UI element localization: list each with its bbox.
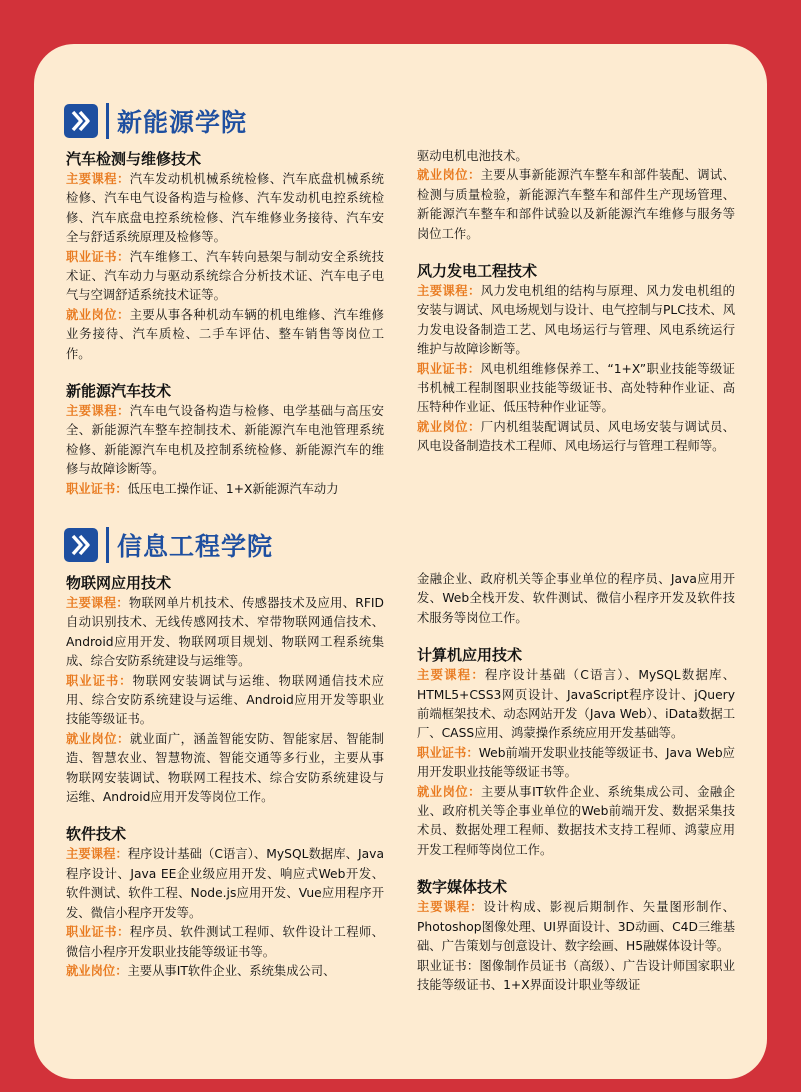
program-detail xyxy=(66,306,384,364)
detail-text: 程序员、软件测试工程师、软件设计工程师、微信小程序开发职业技能等级证书等。 xyxy=(66,925,384,959)
program-detail xyxy=(66,923,384,962)
program-detail xyxy=(417,570,735,628)
detail-text: 设计构成、影视后期制作、矢量图形制作、Photoshop图像处理、UI界面设计、3D动画、C4D三维基础、广告策划与创意设计、数字绘画、H5融媒体设计等。 xyxy=(417,900,735,954)
detail-text: 金融企业、政府机关等企事业单位的程序员、Java应用开发、Web全栈开发、软件测试、微信小程序开发及软件技术服务等岗位工作。 xyxy=(417,572,735,625)
section-info-eng-left-column xyxy=(66,572,384,981)
program-detail xyxy=(417,418,735,457)
chevron-right-icon xyxy=(64,528,98,562)
program-detail xyxy=(417,666,735,744)
chevron-right-icon xyxy=(64,104,98,138)
divider xyxy=(106,527,109,563)
spacer xyxy=(417,628,735,644)
program-detail xyxy=(417,360,735,418)
detail-label: 主要课程： xyxy=(66,596,129,610)
program-detail xyxy=(66,170,384,248)
section-title: 信息工程学院 xyxy=(117,532,274,561)
detail-text: 程序设计基础（C语言）、MySQL数据库、Java程序设计、Java EE企业级应用开发、响应式Web开发、软件测试、软件工程、Node.js应用开发、Vue应用程序开发、微信小程序开发等。 xyxy=(66,847,384,920)
detail-text: 物联网单片机技术、传感器技术及应用、RFID自动识别技术、无线传感网技术、窄带物联网通信技术、Android应用开发、物联网项目规划、物联网工程系统集成、综合安防系统建设与运维等。 xyxy=(66,596,384,669)
section-new-energy-left-column xyxy=(66,148,384,499)
detail-text: 驱动电机电池技术。 xyxy=(417,149,528,163)
program-title: 数字媒体技术 xyxy=(417,878,508,897)
detail-text: 厂内机组装配调试员、风电场安装与调试员、风电设备制造技术工程师、风电场运行与管理工程师等。 xyxy=(417,419,735,454)
program-detail xyxy=(66,594,384,672)
program-detail xyxy=(66,402,384,480)
detail-label: 主要课程： xyxy=(417,900,484,915)
detail-label: 主要课程： xyxy=(66,404,130,419)
program-detail xyxy=(66,248,384,306)
content-card xyxy=(34,44,767,1079)
program-title: 计算机应用技术 xyxy=(417,646,523,665)
program-detail xyxy=(66,730,384,808)
detail-label: 主要课程： xyxy=(417,668,486,683)
program-detail xyxy=(417,783,735,861)
detail-text: 汽车电气设备构造与检修、电学基础与高压安全、新能源汽车整车控制技术、新能源汽车电池管理系统检修、新能源汽车电机及控制系统检修、新能源汽车的维修与故障诊断等。 xyxy=(66,404,384,477)
program-detail xyxy=(417,166,735,244)
spacer xyxy=(417,860,735,876)
detail-text: 程序设计基础（C语言）、MySQL数据库、HTML5+CSS3网页设计、JavaScript程序设计、jQuery前端框架技术、动态网站开发（Java Web）、iData数据工厂、CASS应用、鸿蒙操作系统应用开发基础等。 xyxy=(417,668,735,741)
program-detail xyxy=(66,962,384,981)
detail-text: 汽车维修工、汽车转向悬架与制动安全系统技术证、汽车动力与驱动系统综合分析技术证、汽车电子电气与空调舒适系统技术证等。 xyxy=(66,249,384,303)
detail-text: 汽车发动机机械系统检修、汽车底盘机械系统检修、汽车电气设备构造与检修、汽车发动机电控系统检修、汽车底盘电控系统检修、汽车维修业务接待、汽车安全与舒适系统原理及检修等。 xyxy=(66,172,384,245)
detail-label: 主要课程： xyxy=(66,847,128,862)
detail-label: 主要课程： xyxy=(417,284,481,299)
detail-label: 职业证书： xyxy=(66,481,128,496)
detail-text: 图像制作员证书（高级）、广告设计师国家职业技能等级证书、1+X界面设计职业等级证 xyxy=(417,958,735,992)
program-detail xyxy=(417,898,735,956)
program-detail xyxy=(417,282,735,360)
program-detail xyxy=(66,480,384,499)
detail-text: 风力发电机组的结构与原理、风力发电机组的安装与调试、风电场规划与设计、电气控制与PLC技术、风力发电设备制造工艺、风电场运行与管理、风电系统运行维护与故障诊断等。 xyxy=(417,284,735,357)
program-detail xyxy=(66,845,384,923)
detail-label: 就业岗位： xyxy=(66,963,128,978)
section-header-info-eng xyxy=(64,523,273,567)
detail-text: 主要从事各种机动车辆的机电维修、汽车维修业务接待、汽车质检、二手车评估、整车销售等岗位工作。 xyxy=(66,307,384,361)
detail-text: 低压电工操作证、1+X新能源汽车动力 xyxy=(127,481,339,496)
detail-text: 物联网安装调试与运维、物联网通信技术应用、综合安防系统建设与运维、Android应用开发等职业技能等级证书。 xyxy=(66,673,384,727)
detail-text: 主要从事IT软件企业、系统集成公司、 xyxy=(127,963,336,978)
detail-label: 职业证书： xyxy=(66,673,133,688)
section-info-eng-right-column xyxy=(417,570,735,995)
detail-text: 风电机组维修保养工、“1+X”职业技能等级证书机械工程制图职业技能等级证书、高处特种作业证、高压特种作业证、低压特种作业证等。 xyxy=(417,361,735,415)
program-detail xyxy=(417,744,735,783)
program-detail xyxy=(417,147,735,166)
program-title: 风力发电工程技术 xyxy=(417,262,538,281)
section-new-energy-right-column xyxy=(417,147,735,457)
detail-label: 就业岗位： xyxy=(417,784,481,799)
spacer xyxy=(417,244,735,260)
program-title: 物联网应用技术 xyxy=(66,574,172,592)
detail-label: 就业岗位： xyxy=(417,168,481,183)
detail-label: 主要课程： xyxy=(66,172,130,186)
section-header-new-energy xyxy=(64,99,247,143)
detail-text: 就业面广，涵盖智能安防、智能家居、智能制造、智慧农业、智慧物流、智能交通等多行业，主要从事物联网安装调试、物联网工程技术、综合安防系统建设与运维、Android应用开发等岗位工作。 xyxy=(66,731,384,805)
divider xyxy=(106,103,109,139)
detail-text: 主要从事IT软件企业、系统集成公司、金融企业、政府机关等企事业单位的Web前端开发、数据采集技术员、数据处理工程师、数据技术支持工程师、鸿蒙应用开发工程师等岗位工作。 xyxy=(417,784,735,857)
detail-text: Web前端开发职业技能等级证书、Java Web应用开发职业技能等级证书等。 xyxy=(417,745,735,780)
detail-label: 就业岗位： xyxy=(66,731,130,746)
program-detail xyxy=(66,672,384,730)
section-title: 新能源学院 xyxy=(117,108,248,137)
detail-label: 职业证书： xyxy=(417,958,480,973)
program-title: 汽车检测与维修技术 xyxy=(66,150,202,168)
program-title: 新能源汽车技术 xyxy=(66,382,172,401)
detail-label: 就业岗位： xyxy=(66,307,130,322)
program-detail xyxy=(417,957,735,996)
detail-label: 职业证书： xyxy=(417,361,481,376)
detail-label: 就业岗位： xyxy=(417,419,481,434)
spacer xyxy=(66,807,384,823)
detail-text: 主要从事新能源汽车整车和部件装配、调试、检测与质量检验，新能源汽车整车和部件生产现场管理、新能源汽车整车和部件试验以及新能源汽车维修与服务等岗位工作。 xyxy=(417,168,735,241)
detail-label: 职业证书： xyxy=(417,745,479,760)
detail-label: 职业证书： xyxy=(66,925,130,940)
program-title: 软件技术 xyxy=(66,825,127,844)
detail-label: 职业证书： xyxy=(66,249,130,264)
spacer xyxy=(66,364,384,380)
